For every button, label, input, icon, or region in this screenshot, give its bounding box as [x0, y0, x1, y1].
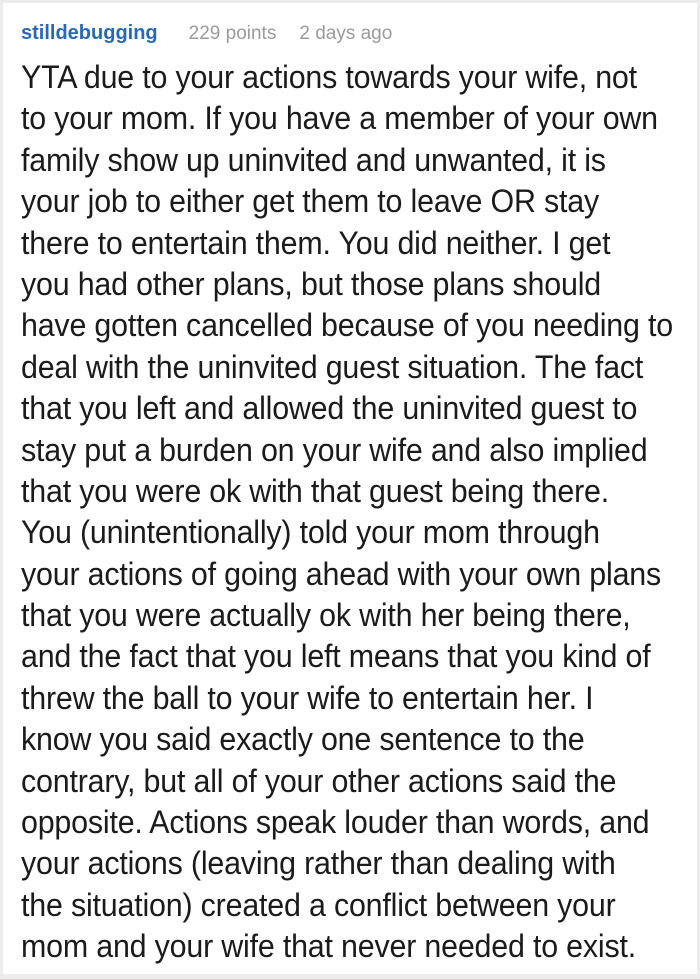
- comment-body-line: that you left and allowed the uninvited guest to: [21, 390, 638, 427]
- points-label: 229 points: [188, 23, 277, 44]
- comment-body-line: your job to either get them to leave OR stay: [21, 183, 599, 220]
- comment-body-line: you had other plans, but those plans should: [21, 265, 601, 302]
- comment-body-line: and the fact that you left means that you kind of: [21, 638, 651, 675]
- comment-body-line: stay put a burden on your wife and also implied: [21, 431, 648, 468]
- comment-body-line: there to entertain them. You did neither. I get: [21, 224, 611, 261]
- timestamp-label: 2 days ago: [299, 23, 393, 44]
- comment-body: [21, 57, 697, 968]
- comment-body-line: YTA due to your actions towards your wife, not: [21, 59, 637, 95]
- comment-body-line: opposite. Actions speak louder than words, and: [21, 804, 650, 841]
- comment-body-line: mom and your wife that never needed to exist.: [21, 928, 637, 965]
- comment-body-line: that you were ok with that guest being there.: [21, 472, 610, 509]
- comment-body-line: contrary, but all of your other actions said the: [21, 762, 617, 799]
- username-link[interactable]: stilldebugging: [21, 22, 158, 44]
- comment-body-line: family show up uninvited and unwanted, it is: [21, 141, 606, 178]
- comment-body-line: your actions (leaving rather than dealing with: [21, 845, 616, 882]
- comment-body-line: know you said exactly one sentence to the: [21, 721, 585, 758]
- comment-body-line: that you were actually ok with her being there,: [21, 597, 631, 634]
- comment-body-line: to your mom. If you have a member of your own: [21, 100, 658, 137]
- comment-body-line: You (unintentionally) told your mom through: [21, 514, 600, 551]
- comment-body-line: have gotten cancelled because of you needing to: [21, 307, 673, 344]
- comment-body-line: deal with the uninvited guest situation. The fact: [21, 348, 644, 385]
- comment-body-line: threw the ball to your wife to entertain her. I: [21, 679, 594, 716]
- comment-body-line: your actions of going ahead with your own plans: [21, 555, 662, 592]
- comment-header: [21, 22, 697, 48]
- comment-body-line: the situation) created a conflict between your: [21, 886, 616, 923]
